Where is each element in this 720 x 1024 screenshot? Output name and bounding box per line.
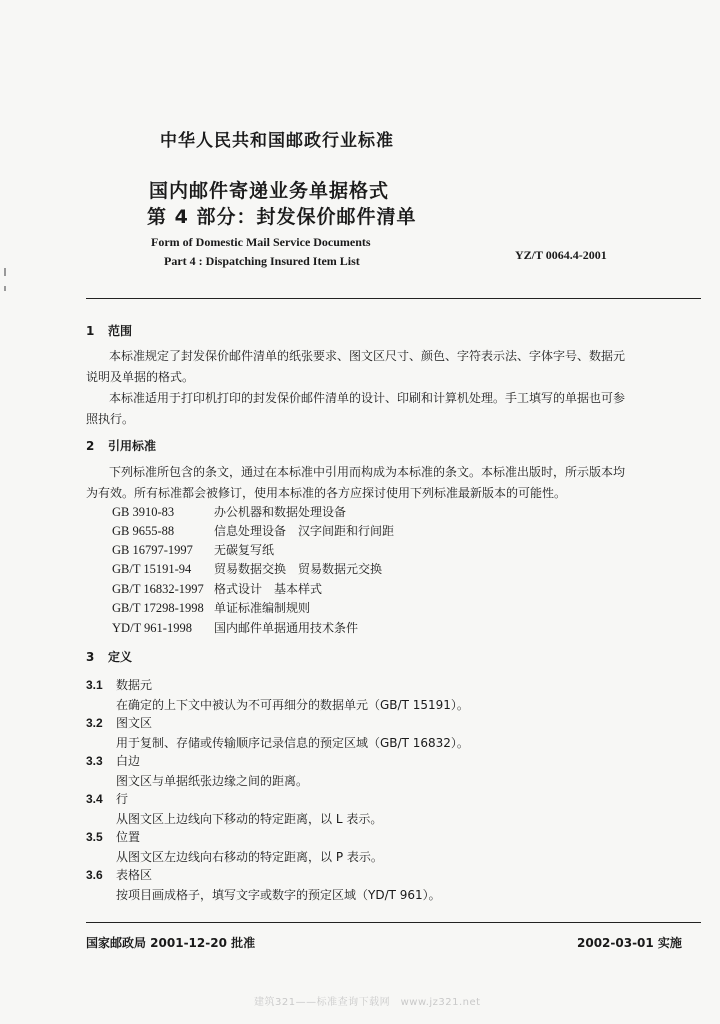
- paragraph-line: 照执行。: [86, 412, 135, 426]
- reference-code: GB/T 15191-94: [112, 562, 192, 576]
- reference-name: 办公机器和数据处理设备: [214, 505, 347, 519]
- document-title-line2: 第 4 部分：封发保价邮件清单: [147, 206, 417, 228]
- section-title: 引用标准: [108, 439, 157, 453]
- effective-date: 2002-03-01 实施: [577, 936, 682, 950]
- definition-text: 按项目画成格子，填写文字或数字的预定区域（YD/T 961）。: [116, 888, 441, 902]
- paragraph-line: 下列标准所包含的条文，通过在本标准中引用而构成为本标准的条文。本标准出版时，所示版本均: [109, 465, 626, 479]
- definition-number: 3.2: [86, 716, 103, 730]
- definition-text: 从图文区左边线向右移动的特定距离，以 P 表示。: [116, 850, 383, 864]
- definition-heading: [86, 676, 152, 693]
- definition-number: 3.1: [86, 678, 103, 692]
- reference-item: [112, 619, 358, 639]
- reference-item: [112, 580, 322, 600]
- reference-item: [112, 599, 310, 619]
- footer-divider: [86, 922, 701, 923]
- paragraph-line: 本标准规定了封发保价邮件清单的纸张要求、图文区尺寸、颜色、字符表示法、字体字号、数据元: [109, 349, 626, 363]
- definition-number: 3.4: [86, 792, 103, 806]
- reference-item: [112, 522, 394, 542]
- reference-code: GB/T 16832-1997: [112, 582, 204, 596]
- paragraph-line: 本标准适用于打印机打印的封发保价邮件清单的设计、印刷和计算机处理。手工填写的单据也可参: [109, 391, 626, 405]
- reference-name: 国内邮件单据通用技术条件: [214, 621, 359, 635]
- reference-code: GB 16797-1997: [112, 543, 193, 557]
- definition-heading: [86, 866, 152, 883]
- definition-term: 行: [116, 792, 129, 806]
- definition-term: 白边: [116, 754, 141, 768]
- scope-paragraph-1: [86, 346, 701, 388]
- definition-term: 数据元: [116, 678, 153, 692]
- reference-item: [112, 541, 274, 561]
- standard-number: YZ/T 0064.4-2001: [515, 248, 607, 262]
- section-title: 范围: [108, 324, 133, 338]
- reference-item: [112, 503, 346, 523]
- reference-name: 无碳复写纸: [214, 543, 275, 557]
- definition-term: 表格区: [116, 868, 153, 882]
- english-title-line1: Form of Domestic Mail Service Documents: [151, 235, 371, 249]
- section-number: 2: [86, 439, 95, 453]
- section-heading-definitions: [86, 648, 132, 665]
- reference-code: GB 3910-83: [112, 505, 175, 519]
- reference-name: 单证标准编制规则: [214, 601, 311, 615]
- references-paragraph: [86, 462, 701, 504]
- section-number: 1: [86, 324, 95, 338]
- document-title-line1: 国内邮件寄递业务单据格式: [149, 180, 390, 202]
- definition-heading: [86, 790, 128, 807]
- english-title-line2: Part 4 : Dispatching Insured Item List: [164, 254, 360, 268]
- paragraph-line: 为有效。所有标准都会被修订，使用本标准的各方应探讨使用下列标准最新版本的可能性。: [86, 486, 567, 500]
- definition-term: 图文区: [116, 716, 153, 730]
- definition-heading: [86, 714, 152, 731]
- definition-term: 位置: [116, 830, 141, 844]
- reference-name: 信息处理设备 汉字间距和行间距: [214, 524, 395, 538]
- reference-code: GB/T 17298-1998: [112, 601, 204, 615]
- definition-number: 3.6: [86, 868, 103, 882]
- definition-number: 3.5: [86, 830, 103, 844]
- definition-text: 在确定的上下文中被认为不可再细分的数据单元（GB/T 15191）。: [116, 698, 469, 712]
- watermark-text: 建筑321——标准查询下载网 www.jz321.net: [254, 997, 481, 1008]
- reference-name: 贸易数据交换 贸易数据元交换: [214, 562, 383, 576]
- section-heading-references: [86, 437, 156, 454]
- definition-text: 用于复制、存储或传输顺序记录信息的预定区域（GB/T 16832）。: [116, 736, 469, 750]
- definition-text: 图文区与单据纸张边缘之间的距离。: [116, 774, 309, 788]
- definition-text: 从图文区上边线向下移动的特定距离，以 L 表示。: [116, 812, 383, 826]
- paragraph-line: 说明及单据的格式。: [86, 370, 195, 384]
- standard-category: 中华人民共和国邮政行业标准: [160, 131, 394, 151]
- definition-heading: [86, 828, 140, 845]
- reference-name: 格式设计 基本样式: [214, 582, 323, 596]
- definition-heading: [86, 752, 140, 769]
- scan-edge-mark: [4, 268, 6, 276]
- reference-code: YD/T 961-1998: [112, 621, 192, 635]
- reference-code: GB 9655-88: [112, 524, 175, 538]
- definition-number: 3.3: [86, 754, 103, 768]
- approval-line: 国家邮政局 2001-12-20 批准: [86, 936, 256, 950]
- header-divider: [86, 298, 701, 299]
- section-title: 定义: [108, 650, 133, 664]
- scope-paragraph-2: [86, 388, 701, 430]
- reference-item: [112, 560, 382, 580]
- section-heading-scope: [86, 322, 132, 339]
- section-number: 3: [86, 650, 95, 664]
- scan-edge-mark: [4, 286, 6, 291]
